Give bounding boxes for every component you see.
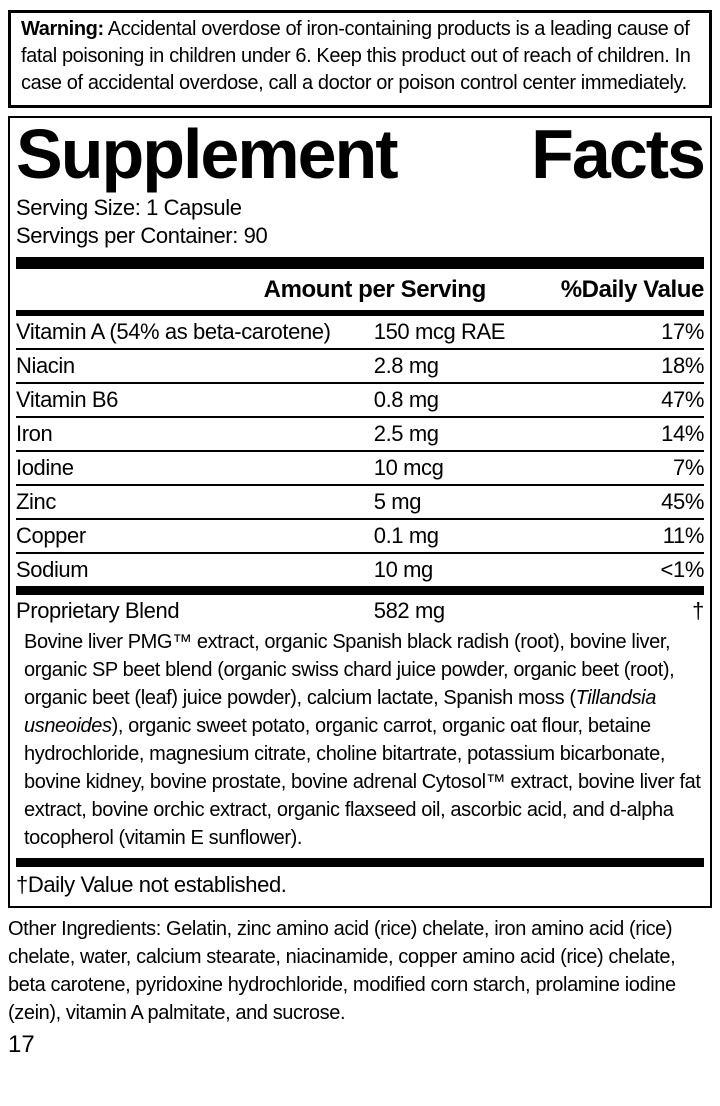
table-row	[16, 552, 704, 586]
blend-description-run: Bovine liver PMG™ extract, organic Spanish black radish (root), bovine liver, organic SP beet blend (organic swiss chard juice powder, organic beet (root), organic beet (leaf) juice powder), calcium lactate, Spanish moss (	[24, 631, 675, 709]
blend-description-latin-name: Tillandsia usneoides	[24, 687, 656, 737]
servings-per-container: Servings per Container: 90	[16, 223, 268, 248]
table-row	[16, 382, 704, 416]
warning-label: Warning:	[21, 18, 104, 40]
divider-thick-top	[16, 257, 704, 269]
column-header-daily-value: %Daily Value	[560, 276, 704, 303]
table-row	[16, 348, 704, 382]
supplement-facts-panel	[8, 116, 712, 908]
table-header-row	[16, 269, 704, 310]
table-row	[16, 518, 704, 552]
nutrient-name: Sodium	[16, 557, 89, 582]
nutrient-dv: <1%	[660, 557, 704, 582]
blend-description-run: ), organic sweet potato, organic carrot, organic oat flour, betaine hydrochloride, magnesium citrate, choline bitartrate, potassium bicarbonate, bovine kidney, bovine prostate, bovine adrenal Cytosol™ extract, bovine liver fat extract, bovine orchic extract, organic flaxseed oil, ascorbic acid, and d-alpha tocopherol (vitamin E sunflower).	[24, 715, 701, 849]
nutrient-rows	[16, 316, 704, 586]
daily-value-footnote: †Daily Value not established.	[16, 872, 287, 897]
table-row	[16, 484, 704, 518]
divider-blend	[16, 586, 704, 595]
nutrient-name: Iodine	[16, 455, 74, 480]
nutrient-name: Vitamin A (54% as beta-carotene)	[16, 319, 331, 344]
nutrient-dv: 11%	[662, 523, 704, 548]
panel-title-left: Supplement	[16, 115, 397, 193]
nutrient-dv: 45%	[661, 489, 704, 514]
nutrient-dv: 47%	[661, 387, 704, 412]
blend-amount: 582 mg	[373, 598, 445, 623]
nutrient-dv: 7%	[673, 455, 704, 480]
nutrient-name: Vitamin B6	[16, 387, 118, 412]
blend-dv-dagger: †	[692, 598, 704, 623]
nutrient-amount: 10 mg	[373, 557, 433, 582]
nutrient-amount: 0.8 mg	[373, 387, 439, 412]
table-row	[16, 316, 704, 348]
nutrient-amount: 2.5 mg	[373, 421, 439, 446]
nutrient-name: Copper	[16, 523, 86, 548]
nutrient-amount: 150 mcg RAE	[373, 319, 506, 344]
nutrient-amount: 0.1 mg	[373, 523, 439, 548]
nutrient-name: Niacin	[16, 353, 75, 378]
nutrient-dv: 18%	[661, 353, 704, 378]
page-number: 17	[8, 1031, 35, 1058]
nutrient-dv: 14%	[661, 421, 704, 446]
blend-description	[16, 628, 704, 852]
nutrient-dv: 17%	[661, 319, 704, 344]
blend-name: Proprietary Blend	[16, 598, 180, 623]
nutrient-name: Zinc	[16, 489, 56, 514]
serving-info	[16, 194, 704, 250]
proprietary-blend-row	[16, 595, 704, 627]
panel-title	[16, 115, 704, 193]
nutrient-amount: 5 mg	[373, 489, 422, 514]
other-ingredients: Other Ingredients: Gelatin, zinc amino acid (rice) chelate, iron amino acid (rice) chelate, water, calcium stearate, niacinamide, copper amino acid (rice) chelate, beta carotene, pyridoxine hydrochloride, modified corn starch, prolamine iodine (zein), vitamin A palmitate, and sucrose.	[8, 918, 676, 1024]
table-row	[16, 416, 704, 450]
nutrient-name: Iron	[16, 421, 53, 446]
table-row	[16, 450, 704, 484]
divider-footnote	[16, 858, 704, 867]
panel-title-right: Facts	[531, 115, 704, 193]
nutrient-amount: 2.8 mg	[373, 353, 439, 378]
serving-size: Serving Size: 1 Capsule	[16, 195, 242, 220]
warning-box	[8, 10, 712, 108]
column-header-amount: Amount per Serving	[263, 276, 486, 303]
warning-body: Accidental overdose of iron-containing products is a leading cause of fatal poisoning in children under 6. Keep this product out of reach of children. In case of accidental overdose, call a doctor or poison control center immediately.	[21, 18, 691, 94]
nutrient-amount: 10 mcg	[373, 455, 444, 480]
warning-text	[21, 16, 699, 97]
